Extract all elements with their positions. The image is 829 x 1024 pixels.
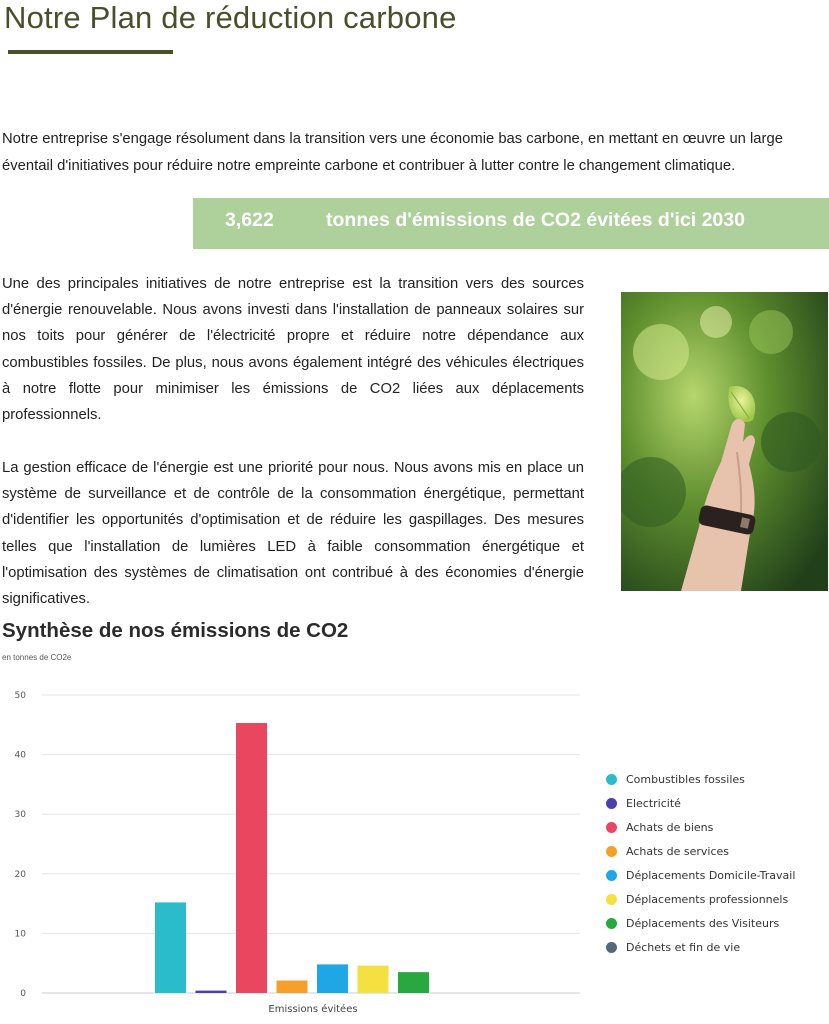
legend-item[interactable] [606, 815, 795, 839]
legend-label: Déchets et fin de vie [626, 940, 741, 954]
bar-7[interactable] [398, 972, 429, 993]
legend-label: Déplacements des Visiteurs [626, 916, 780, 930]
hand-holding-leaf-photo [621, 292, 828, 591]
legend-item[interactable] [606, 863, 795, 887]
x-category-label: Emissions évitées [268, 1004, 358, 1015]
legend-swatch [606, 798, 617, 809]
y-tick-label: 40 [14, 750, 26, 761]
co2-avoided-label: tonnes d'émissions de CO2 évitées d'ici 2030 [326, 209, 745, 231]
legend-swatch [606, 894, 617, 905]
co2-avoided-value: 3,622 [225, 209, 274, 231]
title-underline [8, 50, 173, 54]
legend-label: Déplacements Domicile-Travail [626, 868, 796, 882]
legend-item[interactable] [606, 911, 795, 935]
legend-label: Déplacements professionnels [626, 892, 789, 906]
legend-swatch [606, 774, 617, 785]
y-tick-label: 0 [20, 989, 26, 999]
legend-item[interactable] [606, 887, 795, 911]
legend-label: Combustibles fossiles [626, 772, 745, 786]
y-tick-label: 10 [14, 929, 26, 940]
legend-label: Achats de services [626, 844, 730, 858]
energy-management-paragraph: La gestion efficace de l'énergie est une priorité pour nous. Nous avons mis en place un système de surveillance et de contrôle de la consommation énergétique, permettant d'identifier les opportunités d'optimisation et de réduire les gaspillages. Des mesures telles que l'installation de lumières LED à faible consommation énergétique et l'optimisation des systèmes de climatisation ont contribué à des économies d'énergie significatives. [2, 460, 584, 608]
chart-subtitle: en tonnes de CO2e [2, 653, 72, 662]
legend-item[interactable] [606, 767, 795, 791]
legend-swatch [606, 918, 617, 929]
bar-1[interactable] [155, 902, 186, 993]
co2-avoided-banner [193, 198, 829, 249]
legend-swatch [606, 822, 617, 833]
emissions-bar-chart [0, 680, 600, 1024]
legend-swatch [606, 942, 617, 953]
bar-5[interactable] [317, 964, 348, 993]
y-tick-label: 20 [14, 869, 26, 880]
legend-label: Electricité [626, 796, 681, 810]
legend-item[interactable] [606, 935, 795, 959]
legend-swatch [606, 846, 617, 857]
bar-6[interactable] [358, 966, 389, 993]
y-tick-label: 50 [14, 691, 26, 701]
legend-label: Achats de biens [626, 820, 714, 834]
bar-4[interactable] [277, 980, 308, 993]
bar-2[interactable] [196, 991, 227, 993]
bar-3[interactable] [236, 723, 267, 993]
y-tick-label: 30 [14, 810, 26, 821]
legend-item[interactable] [606, 839, 795, 863]
legend-item[interactable] [606, 791, 795, 815]
chart-legend [606, 767, 795, 959]
chart-title: Synthèse de nos émissions de CO2 [2, 619, 349, 642]
renewable-energy-paragraph: Une des principales initiatives de notre entreprise est la transition vers des sources d'énergie renouvelable. Nous avons investi dans l'installation de panneaux solaires sur nos toits pour générer de l'électricité propre et réduire notre dépendance aux combustibles fossiles. De plus, nous avons également intégré des véhicules électriques à notre flotte pour minimiser les émissions de CO2 liées aux déplacements professionnels. [2, 276, 584, 424]
legend-swatch [606, 870, 617, 881]
page-title: Notre Plan de réduction carbone [4, 0, 457, 35]
intro-paragraph: Notre entreprise s'engage résolument dans la transition vers une économie bas carbone, en mettant en œuvre un large éventail d'initiatives pour réduire notre empreinte carbone et contribuer à lutter contre le changement climatique. [2, 131, 783, 174]
